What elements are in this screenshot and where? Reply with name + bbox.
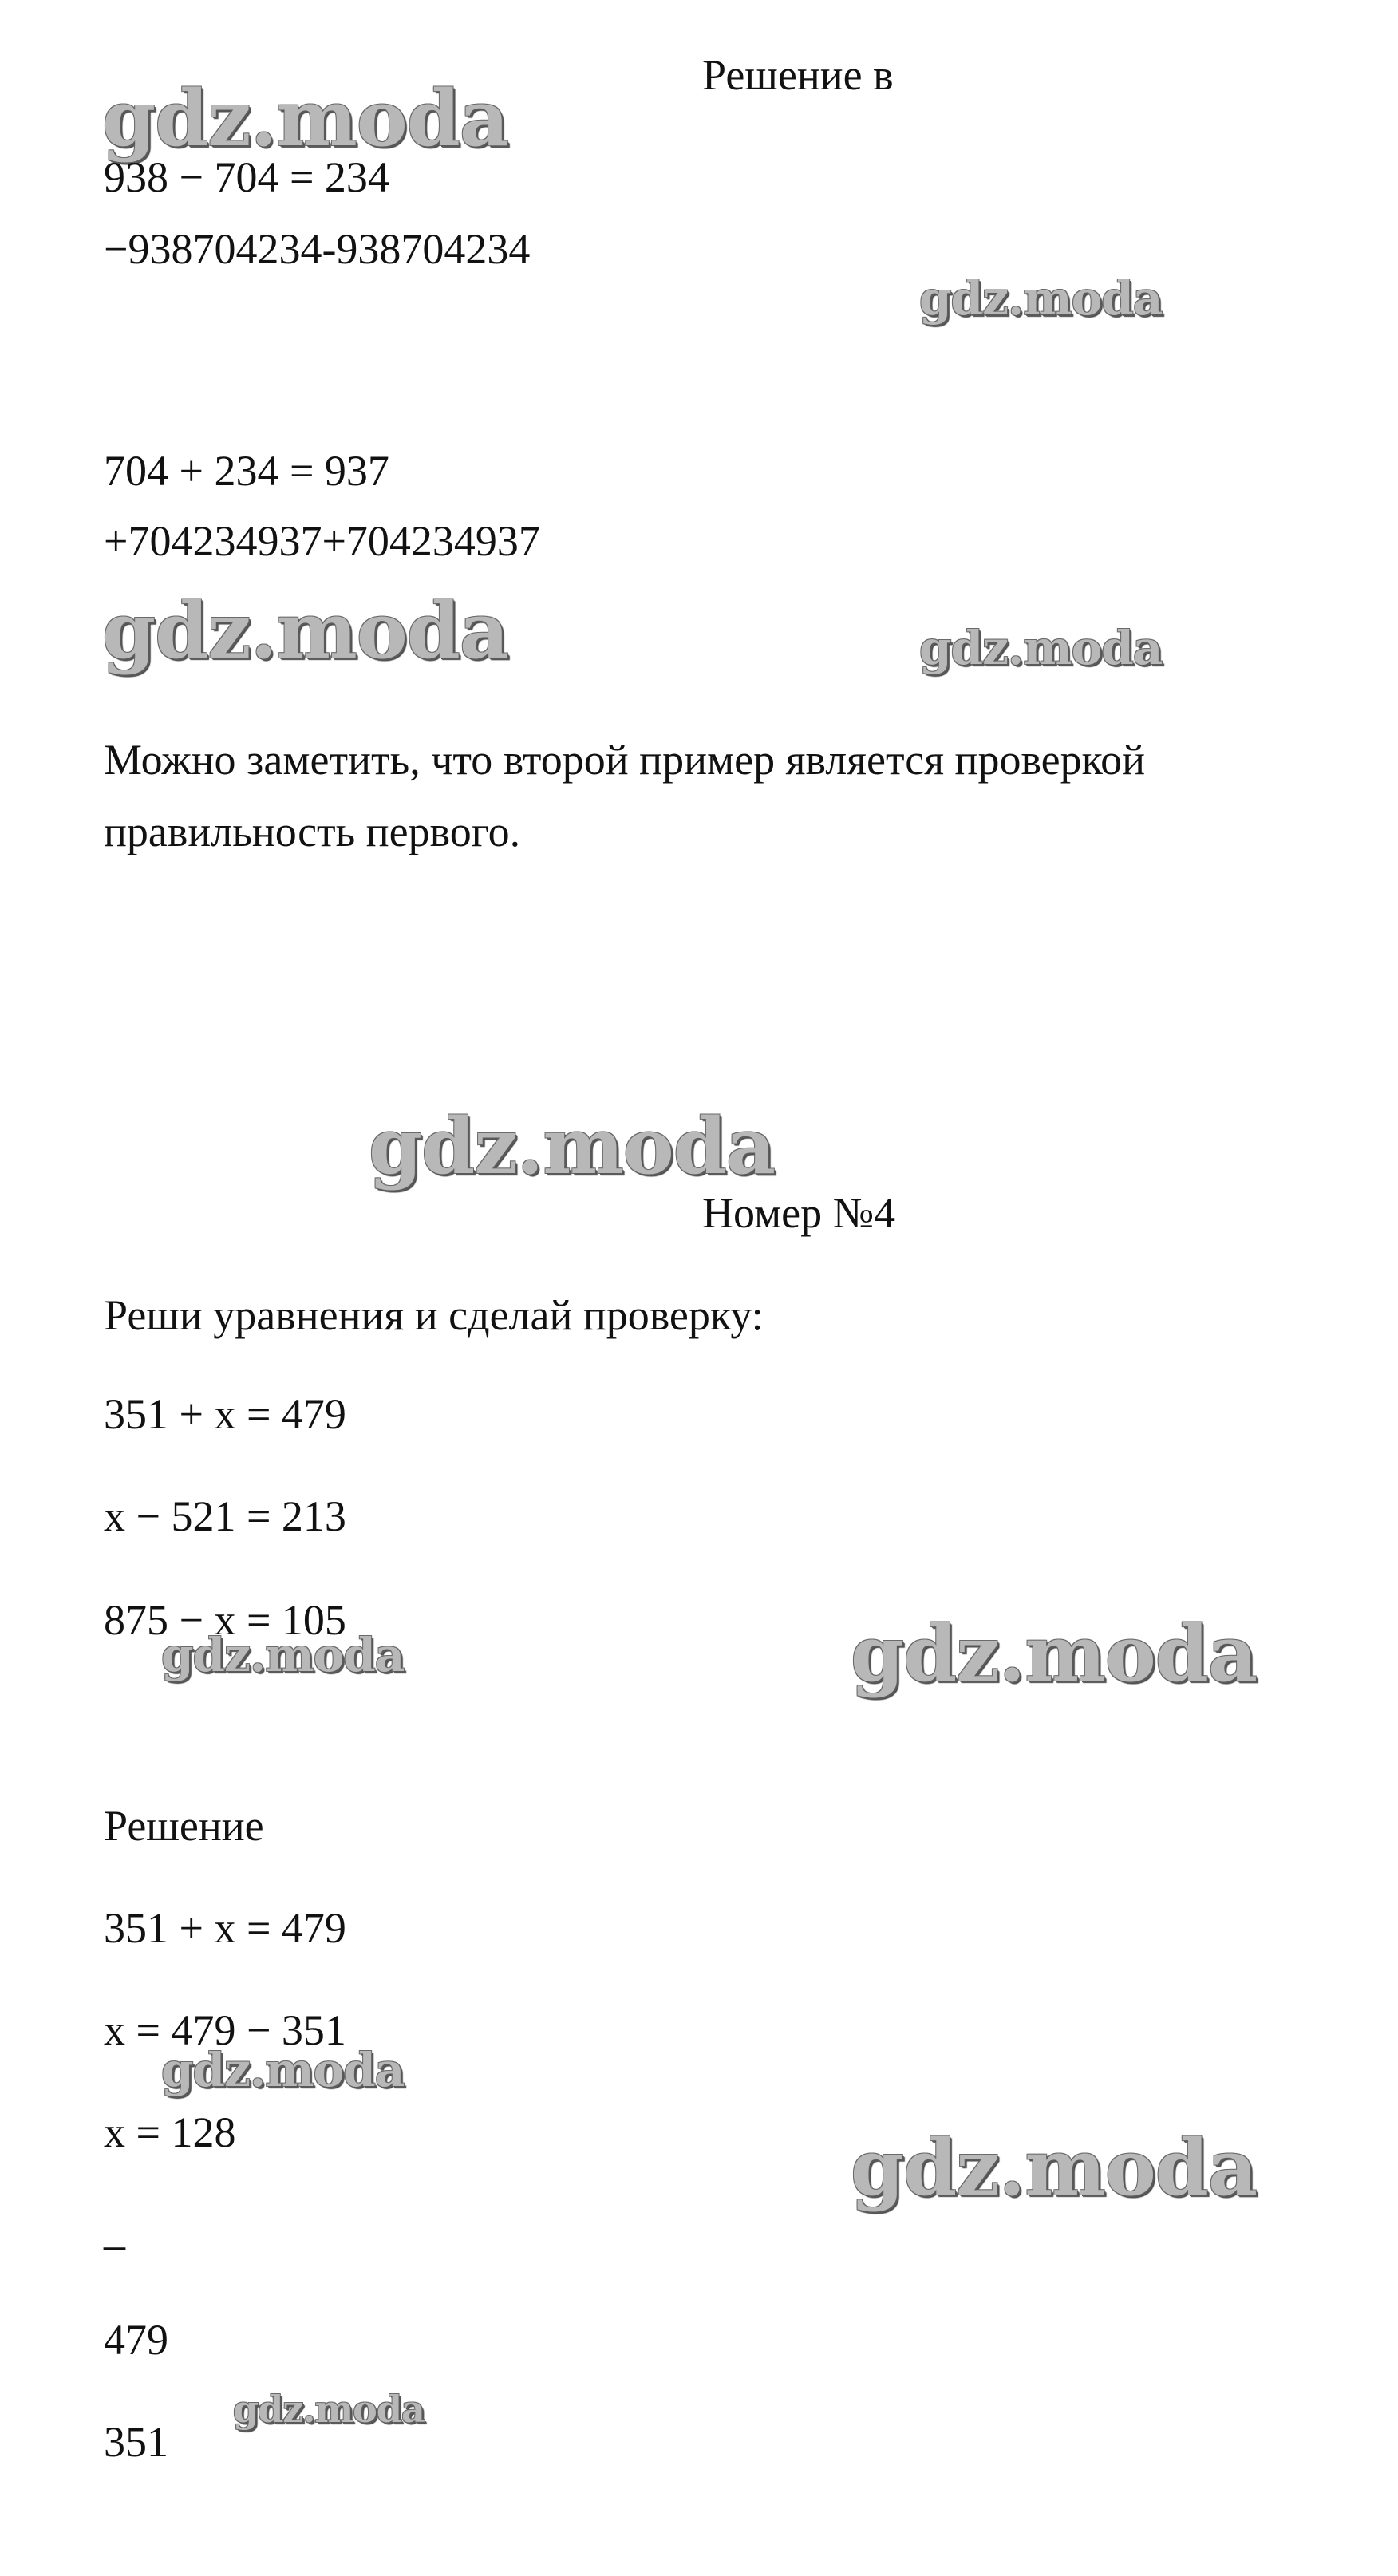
watermark: gdz.moda xyxy=(369,1101,776,1191)
note-text: правильность первого. xyxy=(104,808,521,855)
equation-line: x − 521 = 213 xyxy=(104,1492,346,1540)
equation-line: 351 xyxy=(104,2418,168,2466)
watermark: gdz.moda xyxy=(102,586,509,676)
task-text: Реши уравнения и сделай проверку: xyxy=(104,1291,764,1339)
watermark: gdz.moda xyxy=(102,73,509,164)
note-text: Можно заметить, что второй пример является проверкой xyxy=(104,736,1145,784)
watermark: gdz.moda xyxy=(851,1609,1258,1699)
watermark: gdz.moda xyxy=(161,1628,405,1682)
equation-line: 351 + x = 479 xyxy=(104,1904,346,1952)
watermark: gdz.moda xyxy=(919,271,1163,326)
equation-line: +704234937+704234937 xyxy=(104,517,540,565)
equation-line: 704 + 234 = 937 xyxy=(104,447,389,495)
equation-line: 938 − 704 = 234 xyxy=(104,153,389,201)
equation-line: x = 128 xyxy=(104,2108,236,2156)
equation-line: −938704234-938704234 xyxy=(104,225,531,273)
section-title-solution: Решение в xyxy=(702,51,894,99)
solution-label: Решение xyxy=(104,1802,264,1850)
equation-line: 351 + x = 479 xyxy=(104,1390,346,1438)
section-title-number: Номер №4 xyxy=(702,1189,896,1237)
equation-line: x = 479 − 351 xyxy=(104,2006,346,2054)
subtraction-sign: _ xyxy=(104,2206,125,2254)
equation-line: 875 − x = 105 xyxy=(104,1596,346,1644)
watermark: gdz.moda xyxy=(233,2388,425,2431)
watermark: gdz.moda xyxy=(919,621,1163,675)
watermark: gdz.moda xyxy=(161,2043,405,2097)
watermark: gdz.moda xyxy=(851,2123,1258,2213)
equation-line: 479 xyxy=(104,2316,168,2364)
